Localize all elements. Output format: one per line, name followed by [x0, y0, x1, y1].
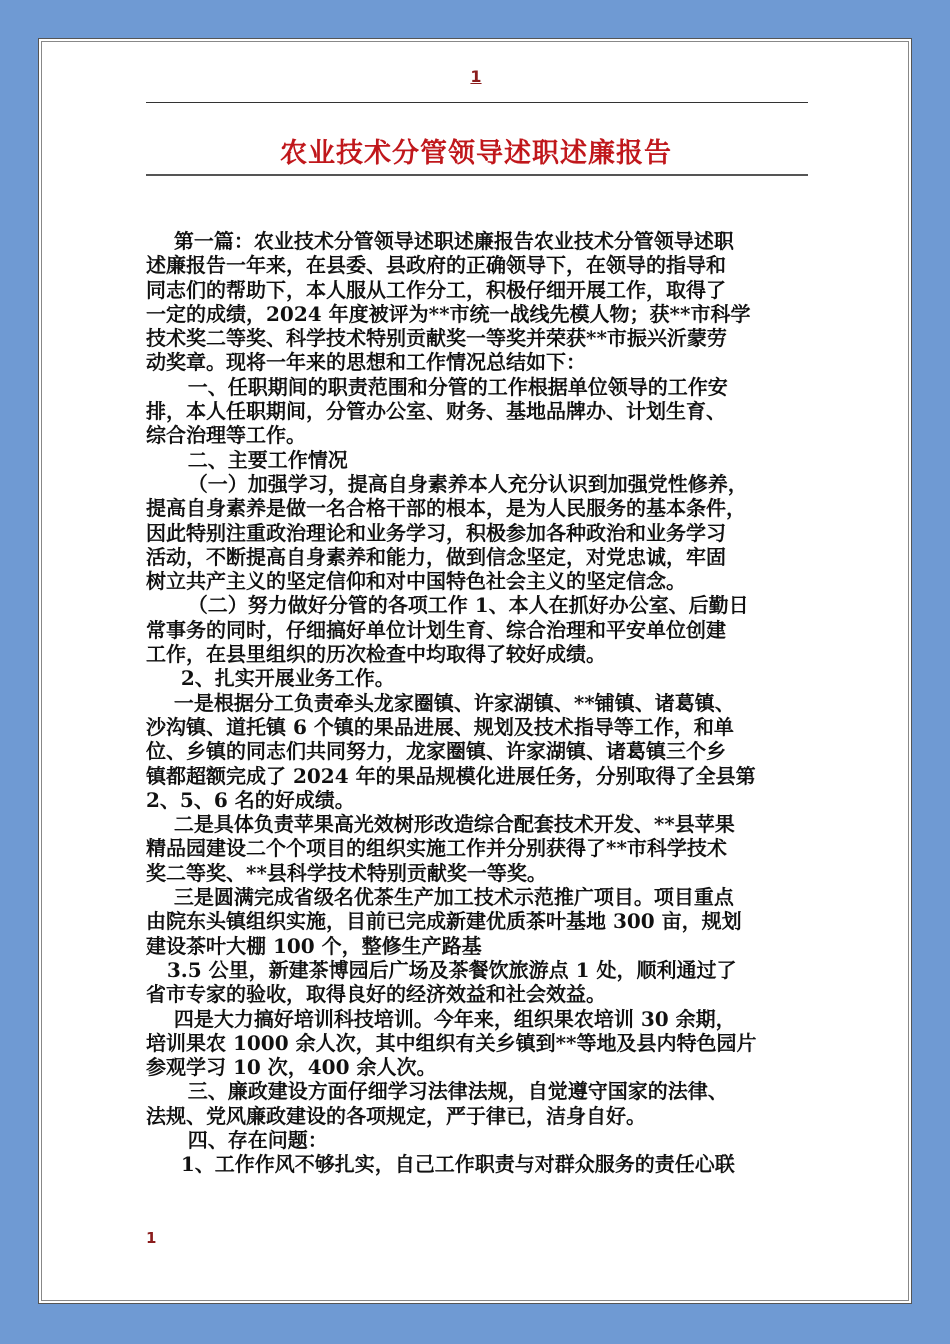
body-line: 综合治理等工作。: [146, 423, 306, 448]
body-line: 一、任职期间的职责范围和分管的工作根据单位领导的工作安: [146, 374, 728, 399]
body-line: 建设茶叶大棚 100 个，整修生产路基: [146, 933, 482, 958]
body-line: 三是圆满完成省级名优茶生产加工技术示范推广项目。项目重点: [146, 885, 734, 910]
body-line: 动奖章。现将一年来的思想和工作情况总结如下：: [146, 350, 586, 375]
body-line: 第一篇：农业技术分管领导述职述廉报告农业技术分管领导述职: [146, 229, 734, 253]
header-divider: [146, 102, 808, 103]
body-line: 奖二等奖、**县科学技术特别贡献奖一等奖。: [146, 860, 547, 885]
body-line: 一定的成绩，2024 年度被评为**市统一战线先模人物；获**市科学: [146, 301, 751, 326]
body-line: 一是根据分工负责牵头龙家圈镇、许家湖镇、**铺镇、诸葛镇、: [146, 690, 735, 715]
body-line: 3.5 公里，新建茶博园后广场及茶餐饮旅游点 1 处，顺利通过了: [146, 957, 737, 982]
body-line: （二）努力做好分管的各项工作 1、本人在抓好办公室、后勤日: [146, 593, 749, 618]
title-divider: [146, 174, 808, 176]
body-line: 四、存在问题：: [146, 1127, 328, 1152]
body-line: 2、扎实开展业务工作。: [146, 666, 395, 691]
body-line: 排，本人任职期间，分管办公室、财务、基地品牌办、计划生育、: [146, 399, 726, 424]
body-line: 位、乡镇的同志们共同努力，龙家圈镇、许家湖镇、诸葛镇三个乡: [146, 739, 726, 764]
body-line: 镇都超额完成了 2024 年的果品规模化进展任务，分别取得了全县第: [146, 763, 756, 788]
body-line: 三、廉政建设方面仔细学习法律法规，自觉遵守国家的法律、: [146, 1079, 728, 1104]
body-line: 参观学习 10 次，400 余人次。: [146, 1055, 437, 1080]
header-page-number: 1: [470, 67, 482, 86]
document-body: [146, 229, 818, 1177]
body-line: 培训果农 1000 余人次，其中组织有关乡镇到**等地及县内特色园片: [146, 1030, 757, 1055]
body-line: 四是大力搞好培训科技培训。今年来，组织果农培训 30 余期，: [146, 1006, 736, 1031]
body-line: 精品园建设二个个项目的组织实施工作并分别获得了**市科学技术: [146, 836, 727, 861]
body-line: 沙沟镇、道托镇 6 个镇的果品进展、规划及技术指导等工作，和单: [146, 714, 734, 739]
body-line: 二、主要工作情况: [146, 447, 348, 472]
body-line: 省市专家的验收，取得良好的经济效益和社会效益。: [146, 982, 606, 1007]
body-line: 2、5、6 名的好成绩。: [146, 787, 355, 812]
document-page: [38, 38, 912, 1304]
body-line: （一）加强学习，提高自身素养本人充分认识到加强党性修养，: [146, 471, 748, 496]
document-title: 农业技术分管领导述职述廉报告: [280, 138, 672, 169]
body-line: 因此特别注重政治理论和业务学习，积极参加各种政治和业务学习: [146, 520, 726, 545]
body-line: 法规、党风廉政建设的各项规定，严于律已，洁身自好。: [146, 1103, 646, 1128]
body-line: 活动，不断提高自身素养和能力，做到信念坚定，对党忠诚，牢固: [146, 544, 726, 569]
body-line: 同志们的帮助下，本人服从工作分工，积极仔细开展工作，取得了: [146, 277, 726, 302]
body-line: 常事务的同时，仔细搞好单位计划生育、综合治理和平安单位创建: [146, 617, 726, 642]
body-line: 1、工作作风不够扎实，自己工作职责与对群众服务的责任心联: [146, 1152, 735, 1177]
body-line: 二是具体负责苹果高光效树形改造综合配套技术开发、**县苹果: [146, 812, 735, 837]
body-line: 树立共产主义的坚定信仰和对中国特色社会主义的坚定信念。: [146, 569, 686, 594]
body-line: 工作，在县里组织的历次检查中均取得了较好成绩。: [146, 642, 606, 667]
body-line: 技术奖二等奖、科学技术特别贡献奖一等奖并荣获**市振兴沂蒙劳: [146, 326, 727, 351]
body-line: 由院东头镇组织实施，目前已完成新建优质茶叶基地 300 亩，规划: [146, 909, 742, 934]
footer-page-number: 1: [146, 1229, 157, 1247]
body-line: 述廉报告一年来，在县委、县政府的正确领导下，在领导的指导和: [146, 253, 726, 278]
body-line: 提高自身素养是做一名合格干部的根本，是为人民服务的基本条件，: [146, 496, 746, 521]
